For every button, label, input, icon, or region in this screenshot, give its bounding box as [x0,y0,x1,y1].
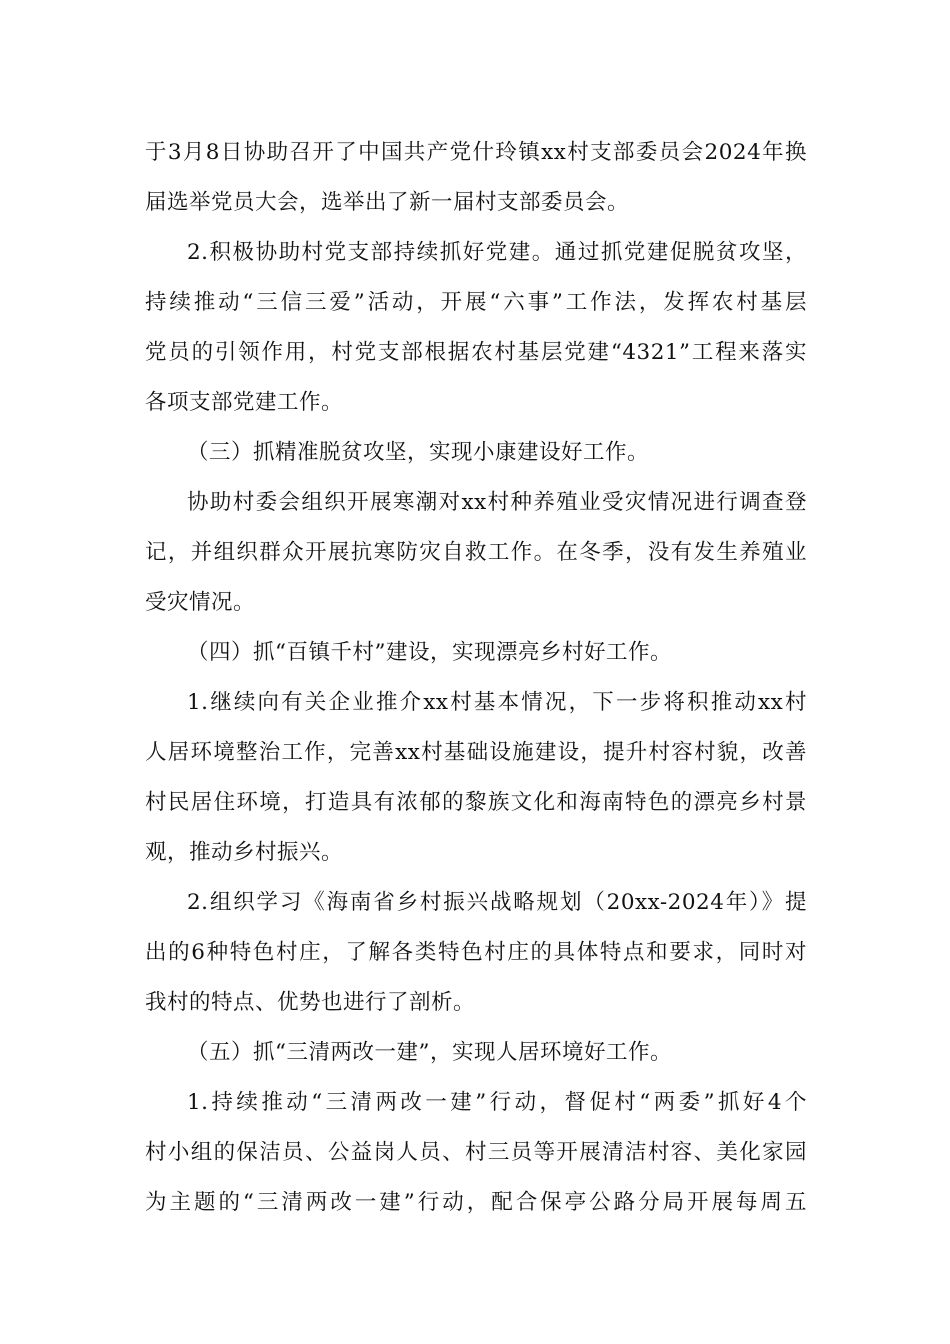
paragraph [145,878,807,1028]
text-line: 观，推动乡村振兴。 [145,840,344,865]
paragraph [145,678,807,878]
text-line: 村民居住环境，打造具有浓郁的黎族文化和海南特色的漂亮乡村景 [145,790,807,815]
paragraph [145,128,807,228]
section-heading [145,628,807,678]
text-line: 2.组织学习《海南省乡村振兴战略规划（20xx-2024年）》提 [187,890,807,915]
text-line: 2.积极协助村党支部持续抓好党建。通过抓党建促脱贫攻坚， [187,240,807,265]
text-line: 党员的引领作用，村党支部根据农村基层党建“4321”工程来落实 [145,340,807,365]
text-line: 于3月8日协助召开了中国共产党什玲镇xx村支部委员会2024年换 [145,140,807,165]
section-heading [145,1028,807,1078]
text-line: （四）抓“百镇千村”建设，实现漂亮乡村好工作。 [187,640,672,665]
text-line: 人居环境整治工作，完善xx村基础设施建设，提升村容村貌，改善 [145,740,807,765]
text-line: 为主题的“三清两改一建”行动，配合保亭公路分局开展每周五 [145,1190,807,1215]
paragraph [145,1078,807,1228]
section-heading [145,428,807,478]
text-line: 出的6种特色村庄，了解各类特色村庄的具体特点和要求，同时对 [145,940,807,965]
text-line: 各项支部党建工作。 [145,390,344,415]
paragraph [145,228,807,428]
text-line: 协助村委会组织开展寒潮对xx村种养殖业受灾情况进行调查登 [187,490,807,515]
text-line: 村小组的保洁员、公益岗人员、村三员等开展清洁村容、美化家园 [145,1140,807,1165]
text-line: 受灾情况。 [145,590,256,615]
text-line: 届选举党员大会，选举出了新一届村支部委员会。 [145,190,630,215]
text-line: 记，并组织群众开展抗寒防灾自救工作。在冬季，没有发生养殖业 [145,540,807,565]
text-line: （五）抓“三清两改一建”，实现人居环境好工作。 [187,1040,672,1065]
text-line: 1.持续推动“三清两改一建”行动，督促村“两委”抓好4个 [187,1090,807,1115]
text-line: 持续推动“三信三爱”活动，开展“六事”工作法，发挥农村基层 [145,290,807,315]
paragraph [145,478,807,628]
text-line: 我村的特点、优势也进行了剖析。 [145,990,476,1015]
text-line: 1.继续向有关企业推介xx村基本情况，下一步将积推动xx村 [187,690,807,715]
text-line: （三）抓精准脱贫攻坚，实现小康建设好工作。 [187,440,650,465]
document-page [145,128,807,1228]
